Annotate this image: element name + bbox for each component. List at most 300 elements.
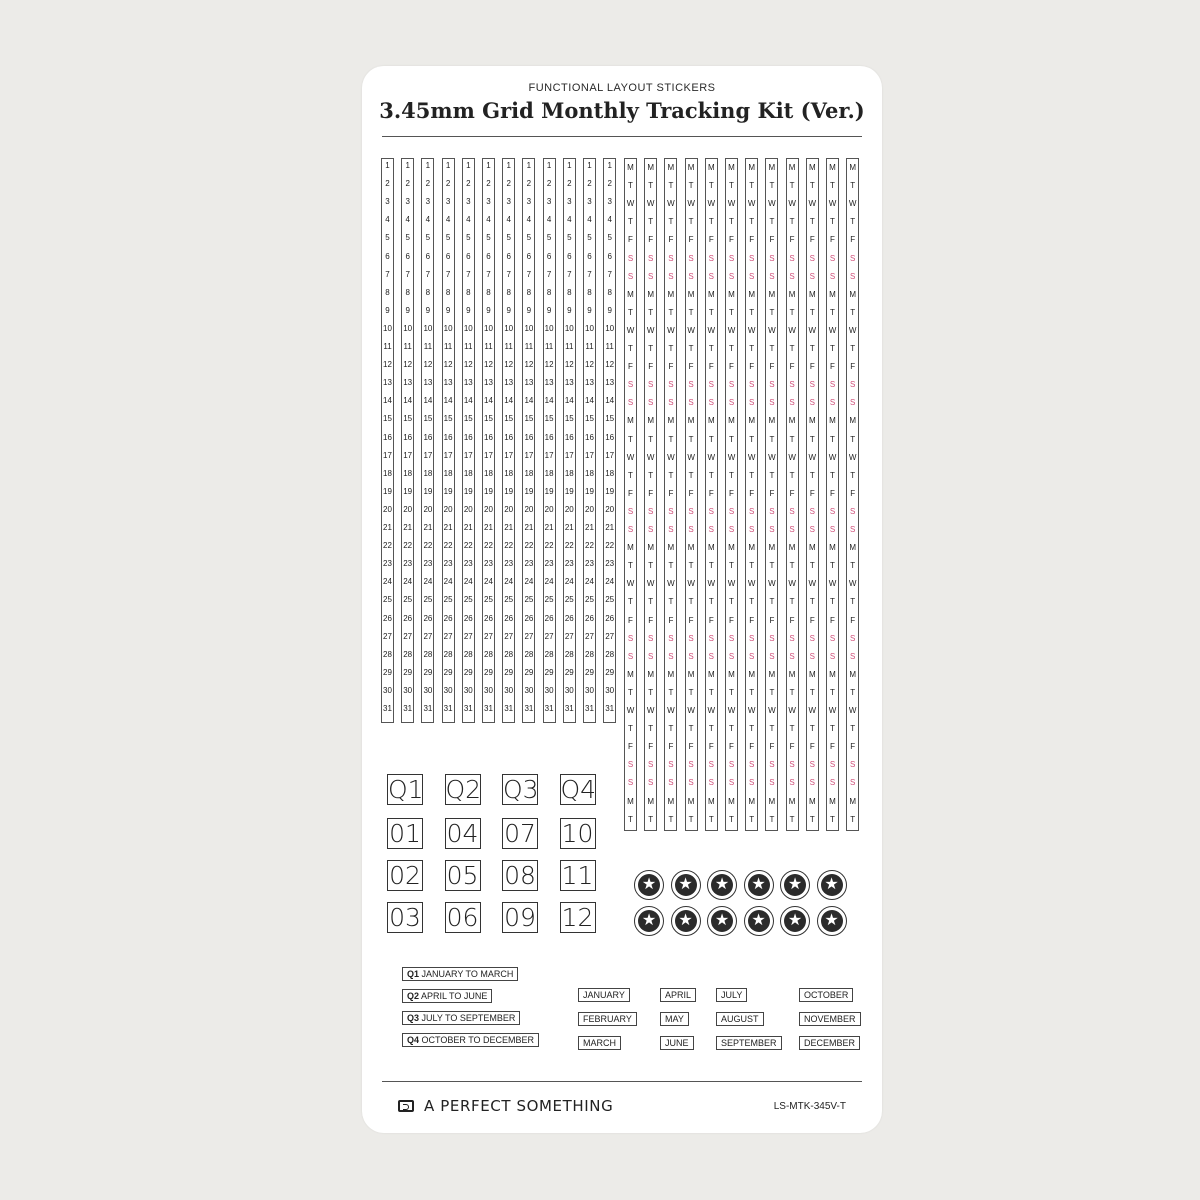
day-number: 13 xyxy=(504,378,514,388)
weekday-letter: T xyxy=(729,724,734,734)
weekday-letter: S xyxy=(789,525,795,534)
day-number: 28 xyxy=(605,649,615,659)
weekday-letter: M xyxy=(707,289,715,299)
day-number: 27 xyxy=(443,631,453,641)
day-number: 20 xyxy=(383,504,392,514)
day-number: 14 xyxy=(544,396,554,406)
weekday-letter: T xyxy=(628,470,633,480)
weekday-letter: W xyxy=(848,706,857,715)
day-number: 8 xyxy=(546,287,552,297)
weekday-letter: T xyxy=(708,344,714,353)
weekday-letter: S xyxy=(769,271,775,281)
day-number: 26 xyxy=(524,613,534,623)
weekday-letter: W xyxy=(727,199,736,209)
weekday-letter: S xyxy=(769,380,775,390)
day-number: 11 xyxy=(443,342,453,351)
weekday-letter: S xyxy=(829,778,836,788)
day-number: 9 xyxy=(445,305,451,315)
day-number: 11 xyxy=(565,342,574,351)
day-number: 5 xyxy=(546,233,552,243)
day-number: 18 xyxy=(544,468,554,478)
weekday-letter: S xyxy=(850,633,856,643)
weekday-letter: F xyxy=(830,488,835,498)
weekday-letter: T xyxy=(729,814,734,824)
day-number: 6 xyxy=(425,251,431,261)
weekday-letter: M xyxy=(647,669,655,679)
day-number: 7 xyxy=(425,269,431,279)
day-number: 21 xyxy=(484,523,493,532)
day-number: 8 xyxy=(607,287,612,297)
weekday-strip xyxy=(765,158,778,831)
day-number: 23 xyxy=(403,559,413,569)
day-number: 13 xyxy=(403,378,413,388)
day-number: 14 xyxy=(605,396,615,406)
number-strip xyxy=(563,158,576,723)
weekday-letter: F xyxy=(769,362,775,372)
weekday-letter: F xyxy=(648,235,654,245)
day-number: 5 xyxy=(445,233,451,243)
day-number: 16 xyxy=(443,432,453,442)
weekday-letter: S xyxy=(829,760,836,770)
weekday-letter: T xyxy=(729,344,734,353)
day-number: 30 xyxy=(524,685,534,695)
weekday-letter: W xyxy=(747,452,756,462)
weekday-letter: M xyxy=(627,416,634,426)
weekday-letter: M xyxy=(728,163,735,172)
weekday-letter: F xyxy=(749,488,755,498)
weekday-letter: M xyxy=(667,543,675,553)
weekday-letter: F xyxy=(628,742,633,752)
weekday-letter: M xyxy=(748,543,756,553)
month-name-label: MAY xyxy=(660,1012,689,1026)
star-icon: ★ xyxy=(675,874,697,896)
weekday-letter: S xyxy=(809,525,815,534)
day-number: 10 xyxy=(383,323,392,333)
weekday-letter: T xyxy=(688,217,694,227)
day-number: 25 xyxy=(564,595,574,605)
weekday-letter: T xyxy=(830,344,835,353)
weekday-letter: M xyxy=(829,796,836,806)
day-number: 1 xyxy=(466,161,471,170)
day-number: 29 xyxy=(585,667,594,677)
day-number: 1 xyxy=(385,161,390,170)
weekday-letter: S xyxy=(769,778,775,788)
weekday-letter: T xyxy=(628,597,633,607)
day-number: 24 xyxy=(403,577,413,587)
weekday-letter: M xyxy=(829,543,836,553)
weekday-letter: W xyxy=(626,199,635,209)
day-number: 5 xyxy=(425,233,431,243)
weekday-letter: T xyxy=(789,561,795,571)
weekday-letter: M xyxy=(788,543,796,553)
weekday-letter: S xyxy=(708,633,714,643)
star-badge xyxy=(707,906,737,936)
day-number: 11 xyxy=(383,342,392,351)
weekday-letter: W xyxy=(626,706,635,715)
weekday-letter: W xyxy=(828,706,837,715)
weekday-letter: S xyxy=(708,525,714,534)
weekday-letter: T xyxy=(648,597,654,607)
weekday-letter: T xyxy=(789,597,795,607)
day-number: 17 xyxy=(605,450,615,460)
weekday-letter: T xyxy=(628,344,633,353)
day-number: 24 xyxy=(504,577,514,587)
day-number: 13 xyxy=(383,378,392,388)
star-icon: ★ xyxy=(638,874,660,896)
weekday-letter: T xyxy=(708,724,714,734)
weekday-letter: S xyxy=(829,398,836,408)
day-number: 12 xyxy=(443,360,453,370)
day-number: 7 xyxy=(526,269,532,279)
day-number: 25 xyxy=(605,595,615,605)
weekday-letter: F xyxy=(648,615,654,625)
weekday-letter: M xyxy=(768,416,776,426)
weekday-letter: S xyxy=(627,633,634,643)
day-number: 20 xyxy=(403,504,413,514)
weekday-letter: T xyxy=(809,814,815,824)
day-number: 11 xyxy=(544,342,554,351)
weekday-letter: T xyxy=(809,434,815,444)
weekday-letter: W xyxy=(687,706,695,715)
weekday-letter: T xyxy=(749,687,755,697)
day-number: 23 xyxy=(463,559,473,569)
weekday-letter: T xyxy=(688,307,694,317)
weekday-letter: M xyxy=(707,669,715,679)
star-icon: ★ xyxy=(748,874,770,896)
day-number: 10 xyxy=(564,323,574,333)
weekday-letter: T xyxy=(729,217,734,227)
star-badge xyxy=(817,906,847,936)
day-number: 29 xyxy=(484,667,493,677)
day-number: 2 xyxy=(445,179,451,189)
weekday-letter: M xyxy=(728,669,735,679)
day-number: 16 xyxy=(403,432,413,442)
day-number: 31 xyxy=(544,704,554,713)
weekday-letter: T xyxy=(749,181,755,191)
weekday-letter: T xyxy=(668,344,674,353)
weekday-letter: T xyxy=(769,344,775,353)
day-number: 12 xyxy=(504,360,514,370)
weekday-strip xyxy=(685,158,698,831)
weekday-letter: M xyxy=(647,289,655,299)
weekday-letter: W xyxy=(747,199,756,209)
day-number: 9 xyxy=(526,305,532,315)
weekday-letter: S xyxy=(668,271,674,281)
weekday-letter: T xyxy=(688,181,694,191)
day-number: 6 xyxy=(567,251,572,261)
month-number-sticker: 12 xyxy=(560,902,596,933)
weekday-letter: S xyxy=(728,253,735,263)
day-number: 5 xyxy=(385,233,390,243)
weekday-letter: M xyxy=(748,289,756,299)
day-number: 27 xyxy=(484,631,493,641)
weekday-letter: W xyxy=(707,199,716,209)
day-number: 24 xyxy=(585,577,594,587)
day-number: 24 xyxy=(423,577,433,587)
weekday-letter: W xyxy=(808,199,817,209)
weekday-letter: W xyxy=(768,706,776,715)
day-number: 31 xyxy=(423,704,433,713)
day-number: 20 xyxy=(423,504,433,514)
weekday-letter: F xyxy=(648,362,654,372)
weekday-letter: W xyxy=(707,579,716,589)
weekday-letter: T xyxy=(729,307,734,317)
weekday-letter: M xyxy=(748,796,756,806)
weekday-letter: F xyxy=(729,488,734,498)
day-number: 17 xyxy=(484,450,493,460)
weekday-letter: T xyxy=(809,687,815,697)
weekday-letter: S xyxy=(708,380,714,390)
day-number: 5 xyxy=(607,233,612,243)
day-number: 12 xyxy=(463,360,473,370)
weekday-letter: S xyxy=(829,380,836,390)
day-number: 7 xyxy=(385,269,390,279)
weekday-letter: T xyxy=(648,307,654,317)
weekday-letter: T xyxy=(749,561,755,571)
weekday-letter: T xyxy=(809,597,815,607)
weekday-letter: M xyxy=(687,163,695,172)
number-strip xyxy=(502,158,515,723)
weekday-letter: T xyxy=(668,470,674,480)
day-number: 18 xyxy=(383,468,392,478)
day-number: 9 xyxy=(546,305,552,315)
weekday-letter: F xyxy=(668,362,674,372)
day-number: 17 xyxy=(463,450,473,460)
weekday-letter: W xyxy=(848,325,857,335)
weekday-letter: M xyxy=(849,289,857,299)
day-number: 14 xyxy=(484,396,493,406)
weekday-letter: T xyxy=(809,561,815,571)
day-number: 12 xyxy=(544,360,554,370)
weekday-letter: S xyxy=(648,271,654,281)
weekday-letter: T xyxy=(850,814,856,824)
weekday-letter: F xyxy=(850,742,856,752)
day-number: 12 xyxy=(524,360,534,370)
day-number: 10 xyxy=(544,323,554,333)
weekday-letter: M xyxy=(849,416,857,426)
day-number: 28 xyxy=(443,649,453,659)
star-icon: ★ xyxy=(711,910,733,932)
weekday-letter: W xyxy=(626,325,635,335)
weekday-letter: F xyxy=(830,742,835,752)
day-number: 18 xyxy=(524,468,534,478)
day-number: 18 xyxy=(605,468,615,478)
day-number: 7 xyxy=(607,269,612,279)
weekday-letter: T xyxy=(850,470,856,480)
weekday-letter: F xyxy=(708,742,714,752)
day-number: 10 xyxy=(463,323,473,333)
weekday-letter: F xyxy=(789,615,795,625)
weekday-letter: S xyxy=(850,398,856,408)
day-number: 24 xyxy=(463,577,473,587)
weekday-letter: M xyxy=(627,543,634,553)
weekday-letter: S xyxy=(809,651,815,661)
weekday-letter: W xyxy=(646,452,655,462)
weekday-letter: M xyxy=(829,289,836,299)
weekday-letter: M xyxy=(849,669,857,679)
star-icon: ★ xyxy=(821,910,843,932)
day-number: 28 xyxy=(463,649,473,659)
weekday-letter: T xyxy=(749,344,755,353)
day-number: 28 xyxy=(585,649,594,659)
day-number: 3 xyxy=(425,197,431,207)
day-number: 27 xyxy=(564,631,574,641)
day-number: 10 xyxy=(504,323,514,333)
weekday-letter: S xyxy=(648,760,654,770)
weekday-letter: T xyxy=(708,181,714,191)
weekday-letter: S xyxy=(627,760,634,770)
day-number: 20 xyxy=(504,504,514,514)
weekday-letter: M xyxy=(788,416,796,426)
weekday-letter: W xyxy=(828,452,837,462)
day-number: 2 xyxy=(486,179,491,189)
weekday-letter: S xyxy=(728,525,735,534)
day-number: 30 xyxy=(403,685,413,695)
day-number: 12 xyxy=(585,360,594,370)
weekday-letter: T xyxy=(688,597,694,607)
weekday-letter: M xyxy=(627,163,634,172)
weekday-letter: S xyxy=(688,651,694,661)
weekday-letter: S xyxy=(850,271,856,281)
day-number: 8 xyxy=(445,287,451,297)
day-number: 2 xyxy=(506,179,511,189)
weekday-letter: W xyxy=(626,452,635,462)
weekday-letter: S xyxy=(789,760,795,770)
weekday-letter: S xyxy=(789,398,795,408)
day-number: 17 xyxy=(564,450,574,460)
day-number: 1 xyxy=(445,161,451,170)
star-badge xyxy=(707,870,737,900)
day-number: 28 xyxy=(524,649,534,659)
star-badge xyxy=(634,870,664,900)
quarter-sticker: Q4 xyxy=(560,775,597,804)
day-number: 29 xyxy=(544,667,554,677)
weekday-letter: F xyxy=(688,235,694,245)
month-number-sticker: 02 xyxy=(387,860,423,891)
quarter-sticker: Q3 xyxy=(503,775,539,804)
weekday-letter: S xyxy=(850,380,856,390)
weekday-letter: S xyxy=(688,760,694,770)
weekday-letter: W xyxy=(848,579,857,589)
weekday-letter: S xyxy=(829,271,836,281)
day-number: 16 xyxy=(484,432,493,442)
weekday-letter: M xyxy=(808,163,816,172)
month-name-label: JUNE xyxy=(660,1036,694,1050)
weekday-letter: S xyxy=(708,778,714,788)
weekday-letter: T xyxy=(648,724,654,734)
weekday-letter: T xyxy=(729,470,734,480)
day-number: 29 xyxy=(403,667,413,677)
day-number: 29 xyxy=(383,667,392,677)
weekday-letter: T xyxy=(628,814,633,824)
weekday-letter: F xyxy=(729,235,734,245)
day-number: 24 xyxy=(383,577,392,587)
number-strip xyxy=(442,158,455,723)
weekday-letter: T xyxy=(749,814,755,824)
weekday-letter: T xyxy=(729,434,734,444)
star-badge xyxy=(780,870,810,900)
weekday-letter: M xyxy=(687,543,695,553)
day-number: 27 xyxy=(423,631,433,641)
weekday-letter: T xyxy=(809,217,815,227)
day-number: 8 xyxy=(526,287,532,297)
day-number: 13 xyxy=(585,378,594,388)
weekday-letter: T xyxy=(769,470,775,480)
day-number: 12 xyxy=(423,360,433,370)
weekday-letter: T xyxy=(769,307,775,317)
day-number: 29 xyxy=(605,667,615,677)
day-number: 31 xyxy=(443,704,453,713)
sheet-subtitle: FUNCTIONAL LAYOUT STICKERS xyxy=(528,82,716,94)
weekday-letter: T xyxy=(789,470,795,480)
day-number: 27 xyxy=(605,631,615,641)
day-number: 21 xyxy=(544,523,554,532)
day-number: 31 xyxy=(564,704,574,713)
divider xyxy=(382,136,862,137)
day-number: 6 xyxy=(506,251,511,261)
day-number: 19 xyxy=(423,486,433,496)
weekday-letter: S xyxy=(648,380,654,390)
sheet-title: 3.45mm Grid Monthly Tracking Kit (Ver.) xyxy=(379,98,865,123)
day-number: 9 xyxy=(607,305,612,315)
day-number: 30 xyxy=(484,685,493,695)
day-number: 31 xyxy=(403,704,413,713)
weekday-letter: F xyxy=(830,615,835,625)
day-number: 17 xyxy=(383,450,392,460)
day-number: 22 xyxy=(443,541,453,551)
weekday-letter: S xyxy=(809,253,815,263)
star-icon: ★ xyxy=(784,874,806,896)
weekday-letter: T xyxy=(688,724,694,734)
weekday-letter: M xyxy=(707,163,715,172)
weekday-letter: M xyxy=(788,289,796,299)
weekday-letter: S xyxy=(769,651,775,661)
weekday-letter: S xyxy=(789,253,795,263)
day-number: 26 xyxy=(443,613,453,623)
weekday-letter: M xyxy=(768,163,776,172)
number-strip xyxy=(482,158,495,723)
day-number: 16 xyxy=(544,432,554,442)
month-number-sticker: 08 xyxy=(502,860,538,891)
weekday-letter: S xyxy=(688,525,694,534)
day-number: 22 xyxy=(403,541,413,551)
weekday-letter: M xyxy=(768,289,776,299)
weekday-letter: S xyxy=(648,253,654,263)
weekday-letter: M xyxy=(707,416,715,426)
quarter-range-text: JULY TO SEPTEMBER xyxy=(419,1013,516,1023)
star-badge xyxy=(817,870,847,900)
weekday-letter: M xyxy=(808,416,816,426)
weekday-letter: S xyxy=(749,398,755,408)
weekday-letter: S xyxy=(850,525,856,534)
day-number: 27 xyxy=(463,631,473,641)
weekday-letter: T xyxy=(789,181,795,191)
weekday-letter: S xyxy=(789,633,795,643)
day-number: 4 xyxy=(445,215,451,225)
day-number: 19 xyxy=(403,486,413,496)
weekday-letter: M xyxy=(748,416,756,426)
weekday-letter: W xyxy=(747,325,756,335)
weekday-letter: T xyxy=(830,217,835,227)
day-number: 13 xyxy=(564,378,574,388)
day-number: 25 xyxy=(443,595,453,605)
quarter-code: Q3 xyxy=(407,1013,420,1023)
day-number: 16 xyxy=(585,432,594,442)
day-number: 13 xyxy=(443,378,453,388)
weekday-letter: W xyxy=(687,579,695,589)
weekday-letter: F xyxy=(688,488,694,498)
quarter-range-text: APRIL TO JUNE xyxy=(419,991,488,1001)
